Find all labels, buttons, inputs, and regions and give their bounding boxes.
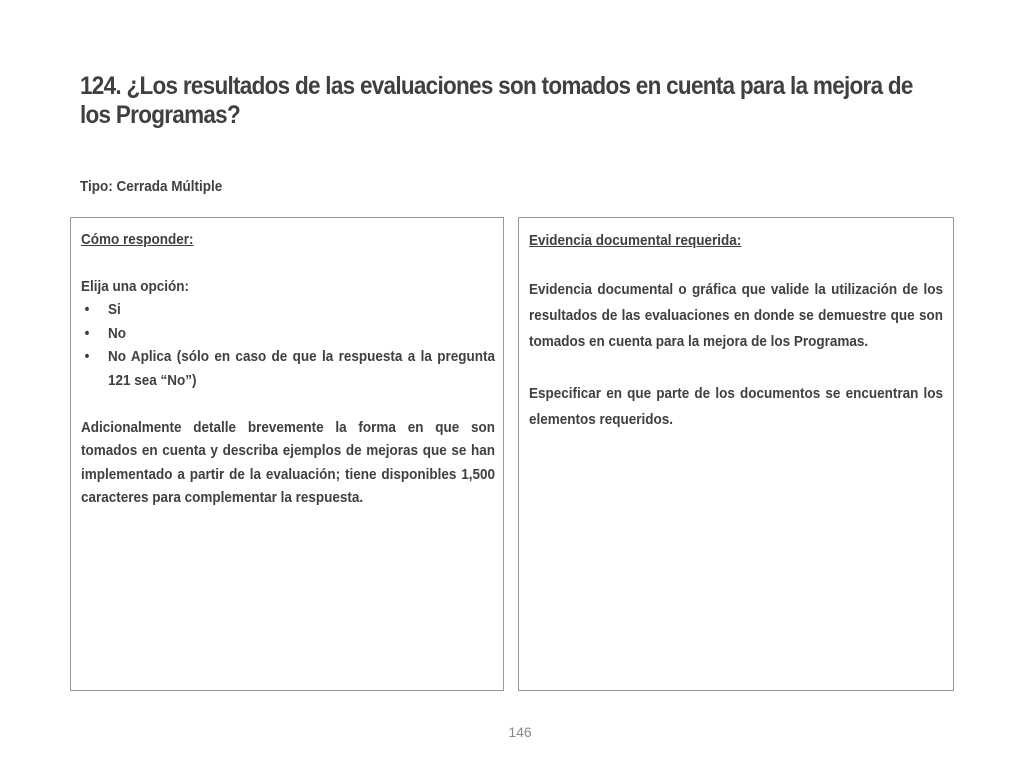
evidence-paragraph: Evidencia documental o gráfica que valide la utilización de los resultados de las evaluaciones en donde se demuestre que son tomados en cuenta para la mejora de los Programas. — [529, 281, 943, 350]
additional-details-text: Adicionalmente detalle brevemente la forma en que son tomados en cuenta y describa ejemplos de mejoras que se han implementado a partir de la evaluación; tiene disponibles 1,500 caracteres para complementar la respuesta. — [81, 418, 495, 506]
question-title: 124. ¿Los resultados de las evaluaciones son tomados en cuenta para la mejora de los Programas? — [80, 72, 913, 129]
bullet-icon: • — [84, 301, 90, 318]
option-item: • No — [81, 322, 495, 346]
choose-option-label: Elija una opción: — [81, 277, 190, 295]
bullet-icon: • — [84, 324, 90, 342]
required-evidence-heading: Evidencia documental requerida: — [529, 232, 742, 249]
bullet-icon: • — [84, 348, 90, 365]
how-to-answer-heading: Cómo responder: — [81, 231, 194, 248]
question-type: Tipo: Cerrada Múltiple — [80, 178, 223, 195]
required-evidence-box — [518, 217, 954, 691]
option-item: • No Aplica (sólo en caso de que la respuesta a la pregunta 121 sea “No”) — [81, 345, 495, 392]
specify-paragraph: Especificar en que parte de los documentos se encuentran los elementos requeridos. — [529, 385, 943, 428]
option-item: • Si — [81, 298, 495, 322]
how-to-answer-box — [70, 217, 504, 691]
options-list — [81, 298, 495, 392]
page-number: 146 — [508, 724, 532, 740]
